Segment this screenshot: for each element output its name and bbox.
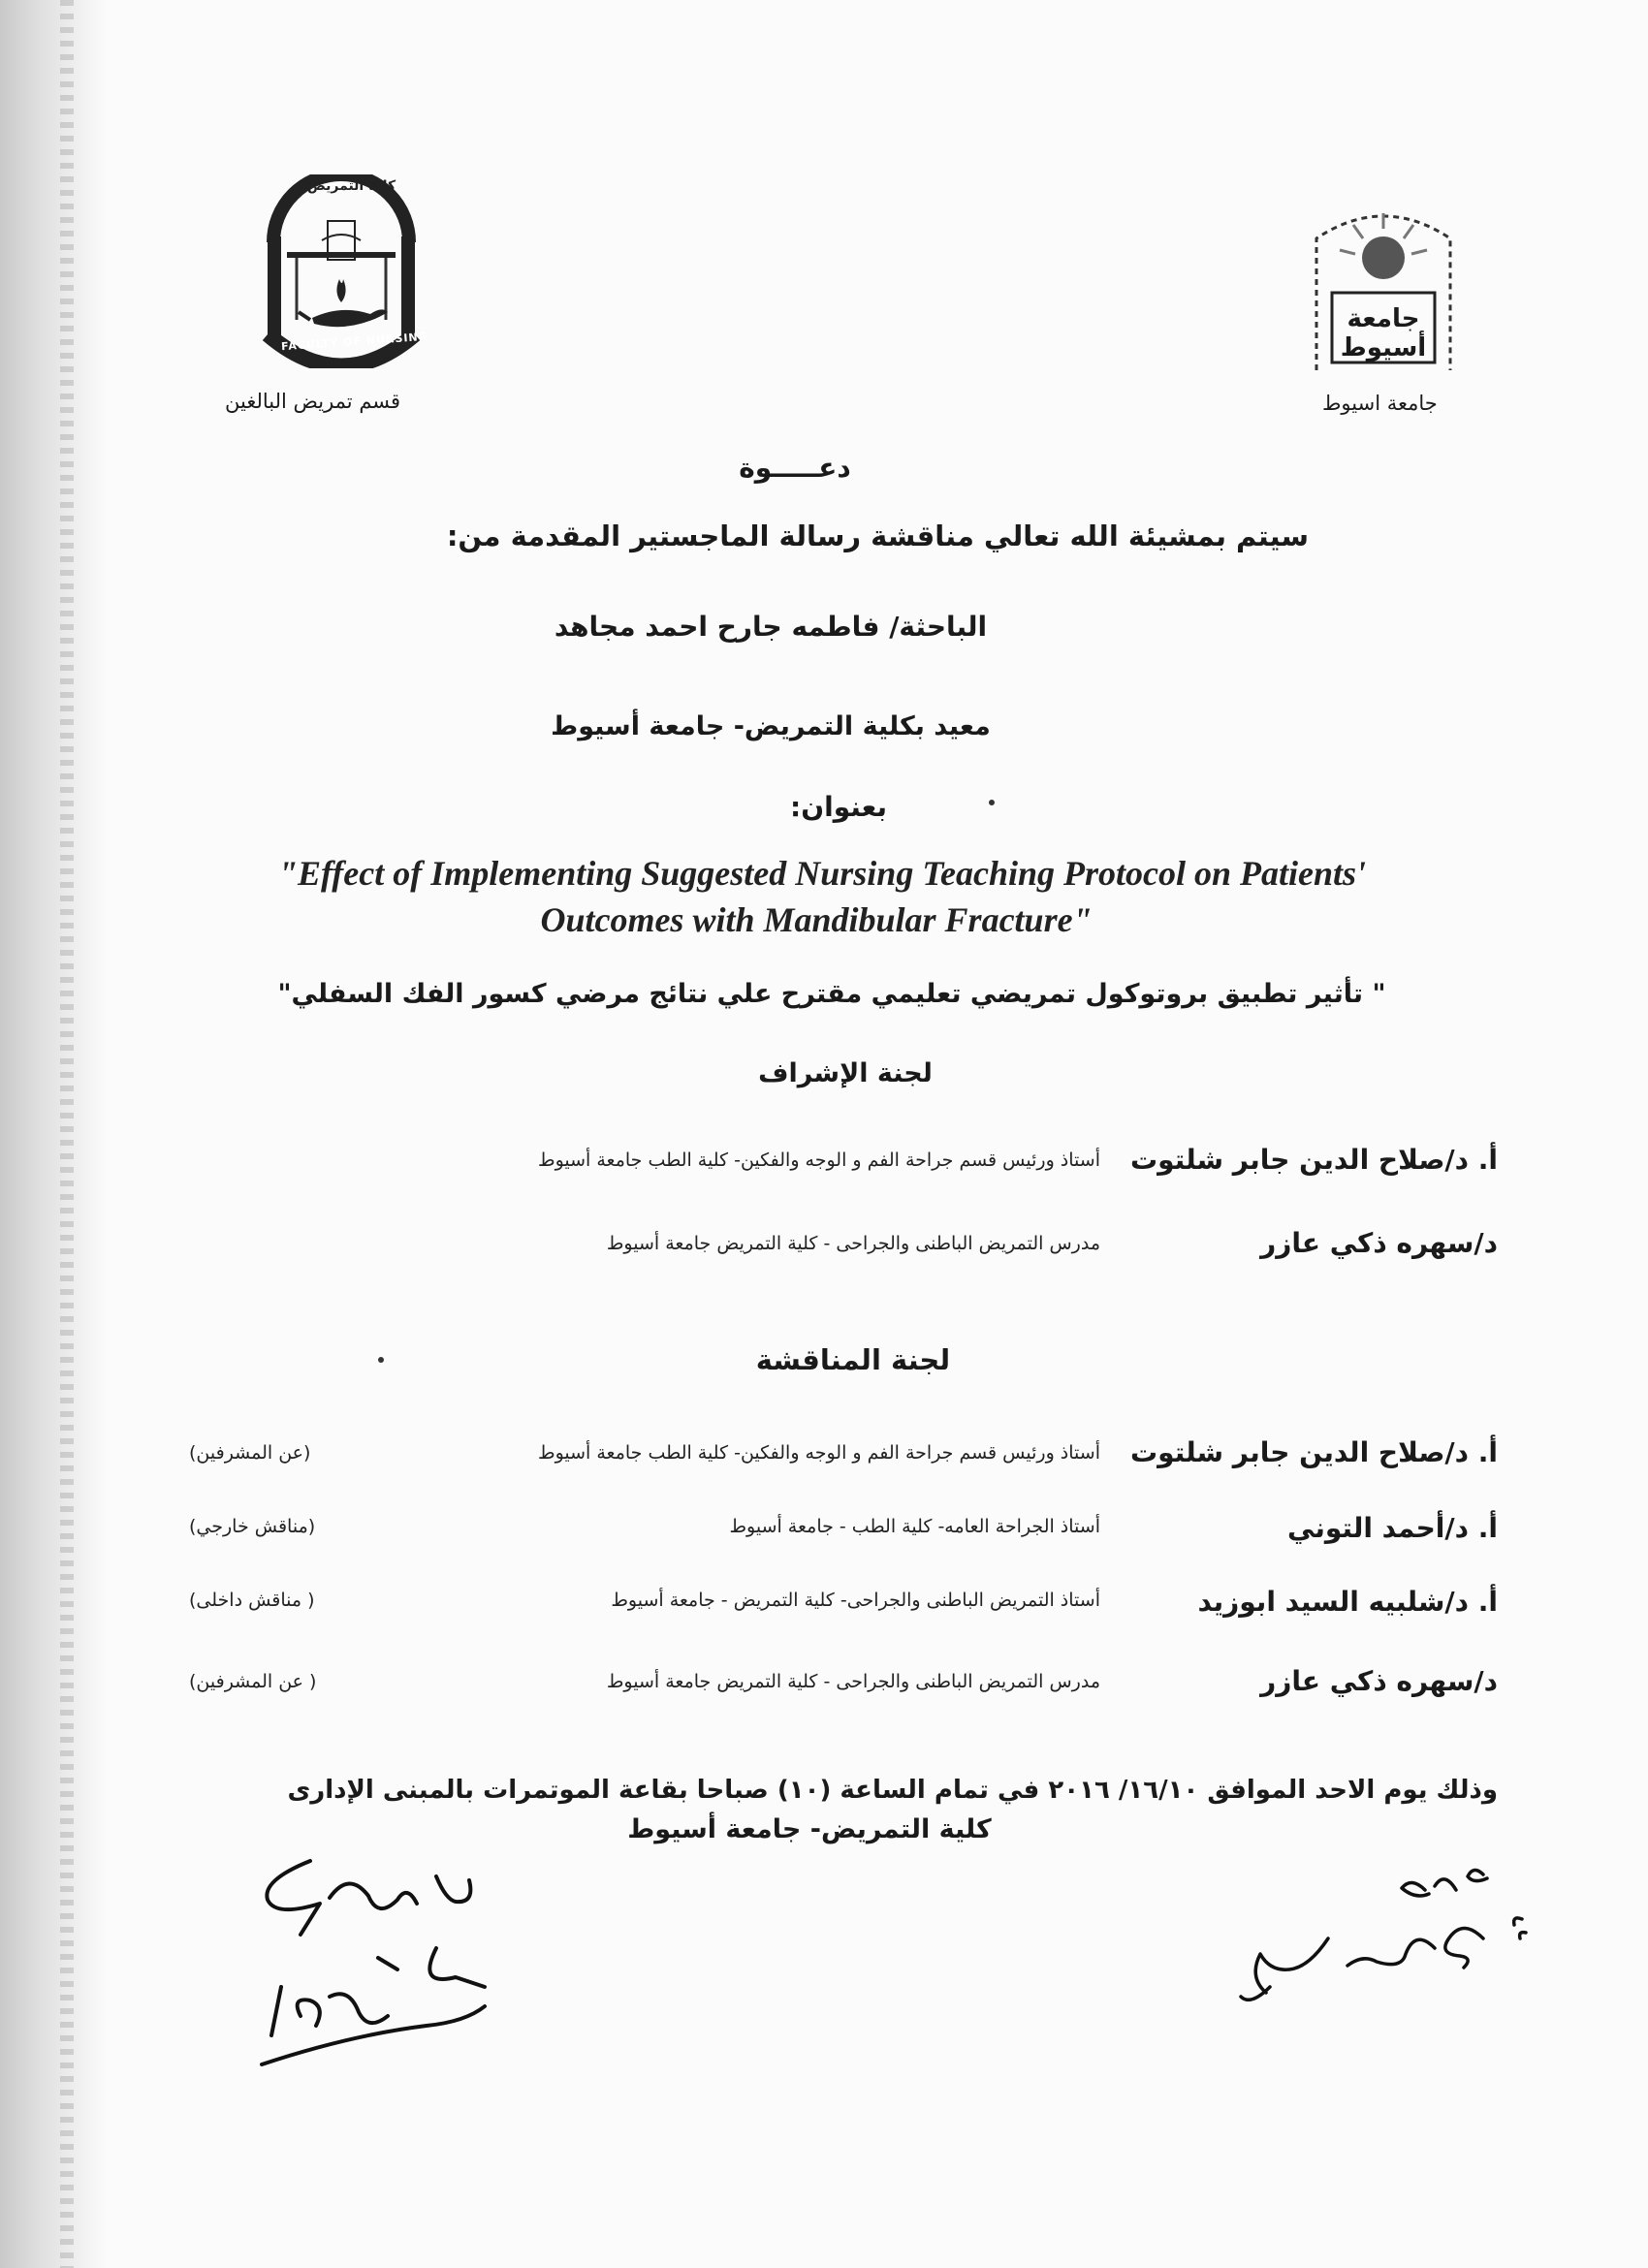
title-label: بعنوان: [790,791,887,823]
nursing-faculty-logo [254,174,428,368]
right-handwritten-signature-icon [1231,1861,1541,2026]
scan-speck [989,800,995,805]
examiner-role: (مناقش خارجي) [189,1516,316,1537]
nursing-logo-arc-text: كلية التمريض [307,178,396,194]
nursing-department-caption: قسم تمريض البالغين [225,390,401,413]
defense-venue-faculty: كلية التمريض- جامعة أسيوط [627,1814,992,1844]
examiner-description: أستاذ ورئيس قسم جراحة الفم و الوجه والفكين- كلية الطب جامعة أسيوط [538,1442,1100,1464]
thesis-title-ar: " تأثير تطبيق بروتوكول تمريضي تعليمي مقترح علي نتائج مرضي كسور الفك السفلي" [277,979,1386,1009]
university-caption: جامعة اسيوط [1322,392,1438,415]
university-emblem-text: جامعة أسيوط [1340,304,1427,362]
examiner-role: ( مناقش داخلى) [189,1590,315,1611]
supervision-committee-heading: لجنة الإشراف [758,1058,933,1088]
scan-speck [378,1357,384,1363]
examiner-name: د/سهره ذكي عازر [1260,1665,1498,1697]
examiner-description: أستاذ التمريض الباطنى والجراحى- كلية التمريض - جامعة أسيوط [611,1590,1100,1611]
examiner-description: مدرس التمريض الباطنى والجراحى - كلية التمريض جامعة أسيوط [606,1671,1100,1692]
researcher-name: الباحثة/ فاطمه جارح احمد مجاهد [554,611,988,643]
discussion-committee-heading: لجنة المناقشة [755,1343,951,1376]
examiner-role: ( عن المشرفين) [189,1671,317,1692]
supervisor-description: مدرس التمريض الباطنى والجراحى - كلية التمريض جامعة أسيوط [606,1233,1100,1254]
assiut-university-logo [1311,200,1456,374]
researcher-position: معيد بكلية التمريض- جامعة أسيوط [551,711,991,741]
examiner-description: أستاذ الجراحة العامه- كلية الطب - جامعة أسيوط [729,1516,1100,1537]
examiner-name: أ. د/صلاح الدين جابر شلتوت [1129,1436,1498,1468]
examiner-role: (عن المشرفين) [189,1442,311,1464]
invitation-intro: سيتم بمشيئة الله تعالي مناقشة رسالة الماجستير المقدمة من: [446,520,1309,552]
examiner-name: أ. د/شلبيه السيد ابوزيد [1197,1586,1498,1618]
defense-date-venue: وذلك يوم الاحد الموافق ١٦/١٠/ ٢٠١٦ في تمام الساعة (١٠) صباحا بقاعة الموتمرات بالمبنى الإدارى [287,1776,1498,1805]
supervisor-name: د/سهره ذكي عازر [1260,1227,1498,1259]
supervisor-name: أ. د/صلاح الدين جابر شلتوت [1129,1144,1498,1176]
examiner-name: أ. د/أحمد التوني [1287,1512,1498,1544]
thesis-title-en-line1: "Effect of Implementing Suggested Nursing Teaching Protocol on Patients' [277,854,1367,893]
thesis-title-en-line2: Outcomes with Mandibular Fracture" [540,900,1093,939]
scan-shadow-edge [0,0,107,2268]
nursing-logo-band-text: FACULTY OF NURSING [280,330,429,354]
invitation-heading: دعـــــوة [739,452,851,484]
left-handwritten-signature-icon [233,1842,523,2094]
supervisor-description: أستاذ ورئيس قسم جراحة الفم و الوجه والفكين- كلية الطب جامعة أسيوط [538,1150,1100,1171]
